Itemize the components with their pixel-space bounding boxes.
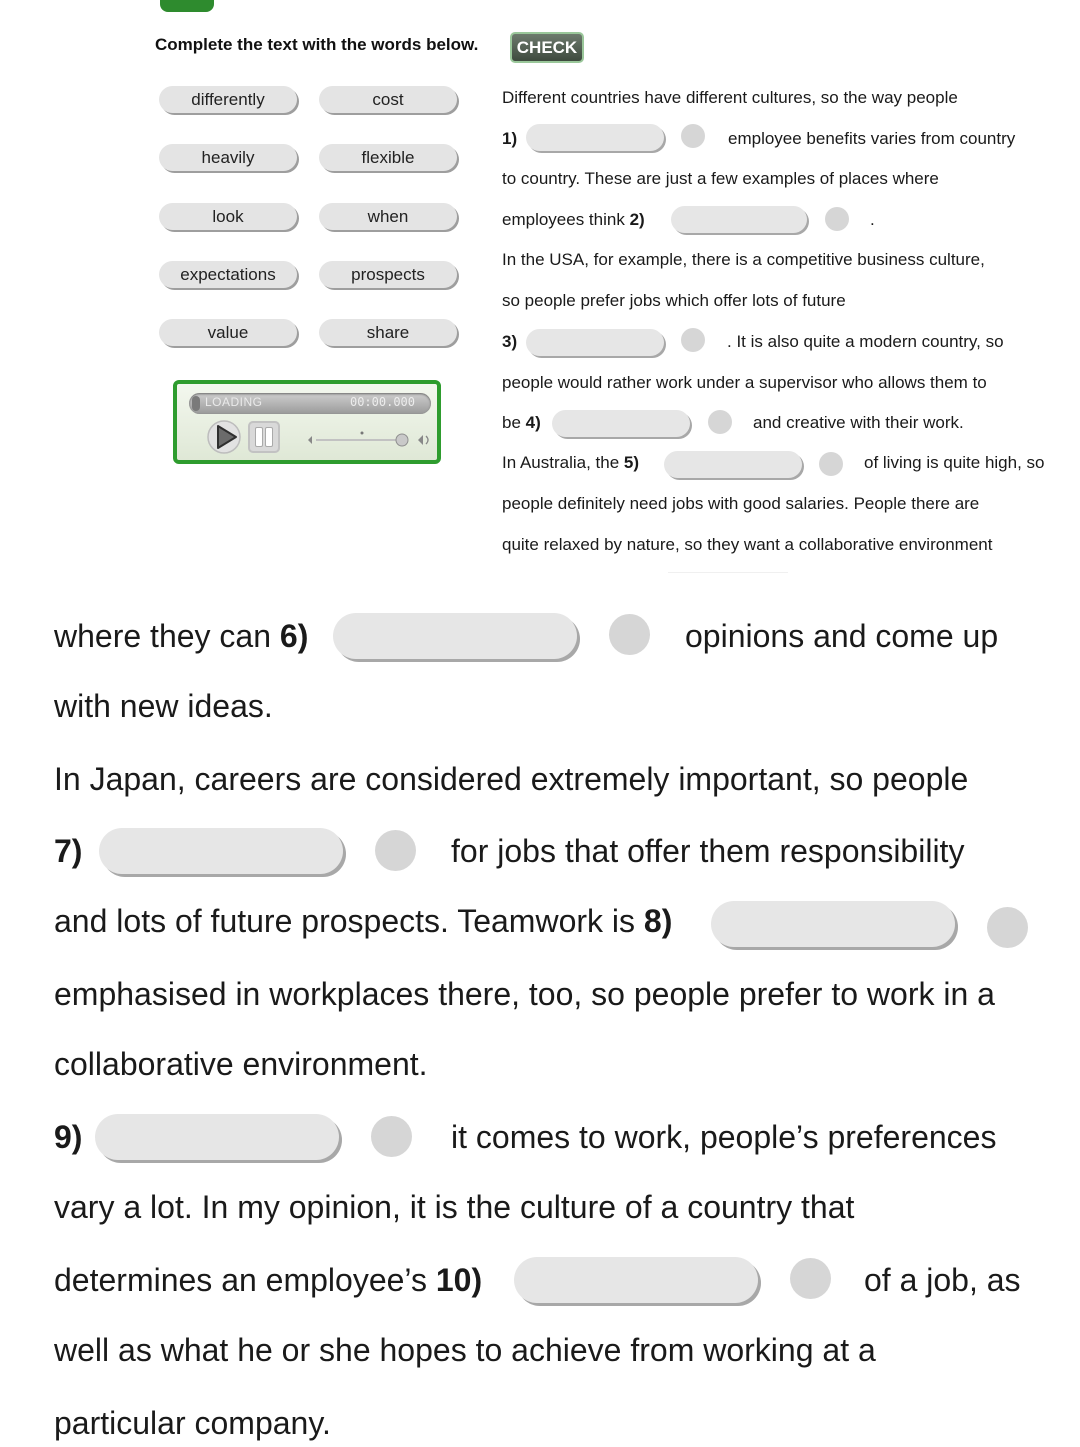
word-chip-heavily[interactable]: heavily (159, 144, 297, 171)
answer-gap-4[interactable] (552, 410, 690, 437)
text-line: employee benefits varies from country (728, 129, 1016, 148)
answer-status-dot-9 (371, 1116, 412, 1157)
word-chip-differently[interactable]: differently (159, 86, 297, 113)
text-line: of a job, as (864, 1262, 1021, 1298)
word-chip-when[interactable]: when (319, 203, 457, 230)
answer-gap-10[interactable] (514, 1257, 758, 1303)
text-line: with new ideas. (54, 688, 273, 724)
answer-gap-8[interactable] (711, 901, 955, 947)
text-line: quite relaxed by nature, so they want a collaborative environment (502, 535, 993, 554)
unit-title (232, 0, 495, 2)
answer-gap-9[interactable] (95, 1114, 339, 1160)
text-line: . It is also quite a modern country, so (727, 332, 1004, 351)
text-line: people would rather work under a supervisor who allows them to (502, 373, 987, 392)
answer-gap-3[interactable] (526, 329, 664, 356)
answer-status-dot-5 (819, 452, 843, 476)
text-line: and lots of future prospects. Teamwork is 8) (54, 903, 673, 939)
text-line: for jobs that offer them responsibility (451, 833, 965, 869)
audio-time: 00:00.000 (349, 395, 415, 409)
instructions: Complete the text with the words below. (155, 35, 479, 54)
text-line: employees think 2) (502, 210, 645, 229)
answer-gap-1[interactable] (526, 124, 664, 151)
audio-progress-bar[interactable] (189, 393, 431, 414)
answer-status-dot-7 (375, 830, 416, 871)
volume-low-icon (304, 436, 312, 444)
text-line: it comes to work, people’s preferences (451, 1119, 997, 1155)
answer-gap-5[interactable] (664, 451, 802, 478)
answer-gap-6[interactable] (333, 613, 577, 659)
text-line: 7) (54, 833, 83, 869)
answer-status-dot-3 (681, 328, 705, 352)
text-line: In Japan, careers are considered extremely important, so people (54, 761, 969, 797)
text-line: so people prefer jobs which offer lots of future (502, 291, 846, 310)
divider (668, 572, 788, 573)
text-line: In the USA, for example, there is a competitive business culture, (502, 250, 985, 269)
answer-status-dot-1 (681, 124, 705, 148)
text-line: opinions and come up (685, 618, 999, 654)
text-line: of living is quite high, so (864, 453, 1045, 472)
text-line: 3) (502, 332, 518, 351)
word-chip-value[interactable]: value (159, 319, 297, 346)
word-chip-prospects[interactable]: prospects (319, 261, 457, 288)
text-line: where they can 6) (54, 618, 309, 654)
answer-status-dot-10 (790, 1258, 831, 1299)
audio-player (173, 380, 441, 464)
word-chip-share[interactable]: share (319, 319, 457, 346)
unit-badge (160, 0, 214, 12)
play-button[interactable] (207, 420, 241, 454)
text-line: people definitely need jobs with good salaries. People there are (502, 494, 980, 513)
word-chip-expectations[interactable]: expectations (159, 261, 297, 288)
word-chip-look[interactable]: look (159, 203, 297, 230)
text-line: . (870, 210, 875, 229)
text-line: well as what he or she hopes to achieve from working at a (54, 1332, 876, 1368)
text-line: Different countries have different cultures, so the way people (502, 88, 958, 107)
text-line: particular company. (54, 1405, 331, 1441)
text-line: determines an employee’s 10) (54, 1262, 483, 1298)
text-line: to country. These are just a few examples of places where (502, 169, 939, 188)
volume-high-icon (414, 435, 423, 445)
pause-button[interactable] (248, 421, 280, 453)
text-line: 9) (54, 1119, 83, 1155)
answer-status-dot-4 (708, 410, 732, 434)
answer-status-dot-6 (609, 614, 650, 655)
answer-gap-2[interactable] (671, 206, 807, 233)
answer-gap-7[interactable] (99, 828, 343, 874)
text-line: vary a lot. In my opinion, it is the culture of a country that (54, 1189, 855, 1225)
word-chip-cost[interactable]: cost (319, 86, 457, 113)
word-chip-flexible[interactable]: flexible (319, 144, 457, 171)
text-line: and creative with their work. (753, 413, 964, 432)
progress-handle[interactable] (192, 396, 200, 411)
text-line: In Australia, the 5) (502, 453, 640, 472)
text-line: be 4) (502, 413, 541, 432)
volume-slider[interactable] (302, 430, 432, 450)
answer-status-dot-2 (825, 207, 849, 231)
text-line: 1) (502, 129, 518, 148)
audio-status: LOADING (205, 395, 263, 409)
text-line: emphasised in workplaces there, too, so people prefer to work in a (54, 976, 995, 1012)
check-button[interactable]: CHECK (510, 32, 584, 63)
answer-status-dot-8 (987, 907, 1028, 948)
text-line: collaborative environment. (54, 1046, 428, 1082)
